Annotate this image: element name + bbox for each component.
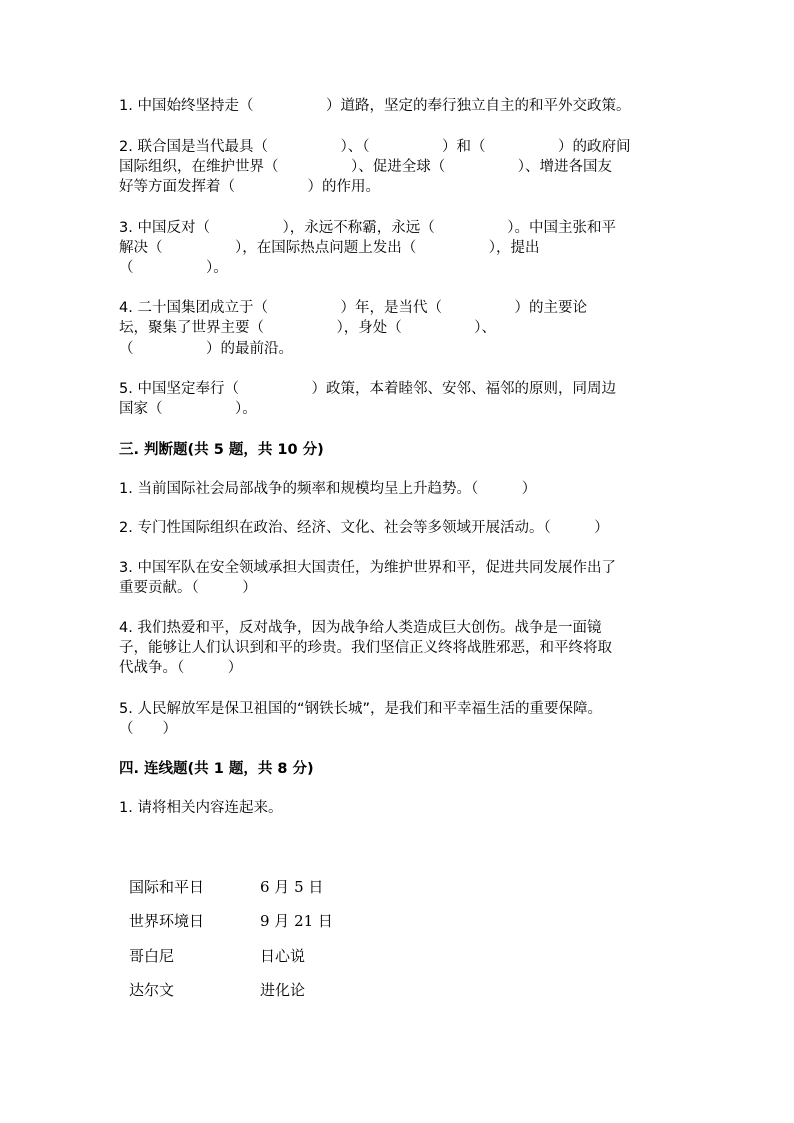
match-right-item: 9 月 21 日	[260, 912, 333, 930]
fill-q3-line-1: 3. 中国反对（ ），永远不称霸，永远（ ）。中国主张和平	[119, 220, 616, 236]
judge-q5-line-1: 5. 人民解放军是保卫祖国的“钢铁长城”，是我们和平幸福生活的重要保障。	[119, 701, 602, 717]
match-right-item: 日心说	[260, 947, 306, 965]
fill-q1-line-1: 1. 中国始终坚持走（ ）道路，坚定的奉行独立自主的和平外交政策。	[119, 98, 631, 114]
judge-q4-line-3: 代战争。（ ）	[119, 660, 243, 676]
fill-q5-line-2: 国家（ ）。	[119, 401, 257, 417]
judge-q3-line-1: 3. 中国军队在安全领域承担大国责任，为维护世界和平，促进共同发展作出了	[119, 560, 616, 576]
match-right-item: 6 月 5 日	[260, 878, 324, 896]
judge-q2-line-1: 2. 专门性国际组织在政治、经济、文化、社会等多领域开展活动。（ ）	[119, 520, 609, 536]
fill-q3-line-3: （ ）。	[119, 260, 228, 276]
fill-q4-line-3: （ ）的最前沿。	[119, 341, 293, 357]
judge-q3-line-2: 重要贡献。（ ）	[119, 580, 257, 596]
fill-q4-line-1: 4. 二十国集团成立于（ ）年，是当代（ ）的主要论	[119, 300, 587, 316]
judge-q5-line-2: （ ）	[119, 721, 177, 737]
match-right-item: 进化论	[260, 981, 306, 999]
match-heading: 四. 连线题(共 1 题，共 8 分)	[119, 761, 314, 777]
judge-q1-line-1: 1. 当前国际社会局部战争的频率和规模均呈上升趋势。（ ）	[119, 481, 537, 497]
judge-q4-line-2: 子，能够让人们认识到和平的珍贵。我们坚信正义终将战胜邪恶，和平终将取	[119, 640, 612, 656]
fill-q2-line-1: 2. 联合国是当代最具（ ）、（ ）和（ ）的政府间	[119, 139, 631, 155]
fill-q2-line-3: 好等方面发挥着（ ）的作用。	[119, 179, 380, 195]
fill-q4-line-2: 坛，聚集了世界主要（ ），身处（ ）、	[119, 320, 496, 336]
match-left-item: 达尔文	[129, 981, 175, 999]
fill-q2-line-2: 国际组织，在维护世界（ ）、促进全球（ ）、增进各国友	[119, 159, 612, 175]
fill-q3-line-2: 解决（ ），在国际热点问题上发出（ ），提出	[119, 240, 540, 256]
fill-q5-line-1: 5. 中国坚定奉行（ ）政策，本着睦邻、安邻、福邻的原则，同周边	[119, 381, 616, 397]
match-left-item: 哥白尼	[129, 947, 175, 965]
judge-heading: 三. 判断题(共 5 题，共 10 分)	[119, 442, 324, 458]
match-prompt: 1. 请将相关内容连起来。	[119, 800, 283, 816]
match-left-item: 世界环境日	[129, 912, 205, 930]
match-left-item: 国际和平日	[129, 878, 205, 896]
judge-q4-line-1: 4. 我们热爱和平，反对战争，因为战争给人类造成巨大创伤。战争是一面镜	[119, 620, 602, 636]
